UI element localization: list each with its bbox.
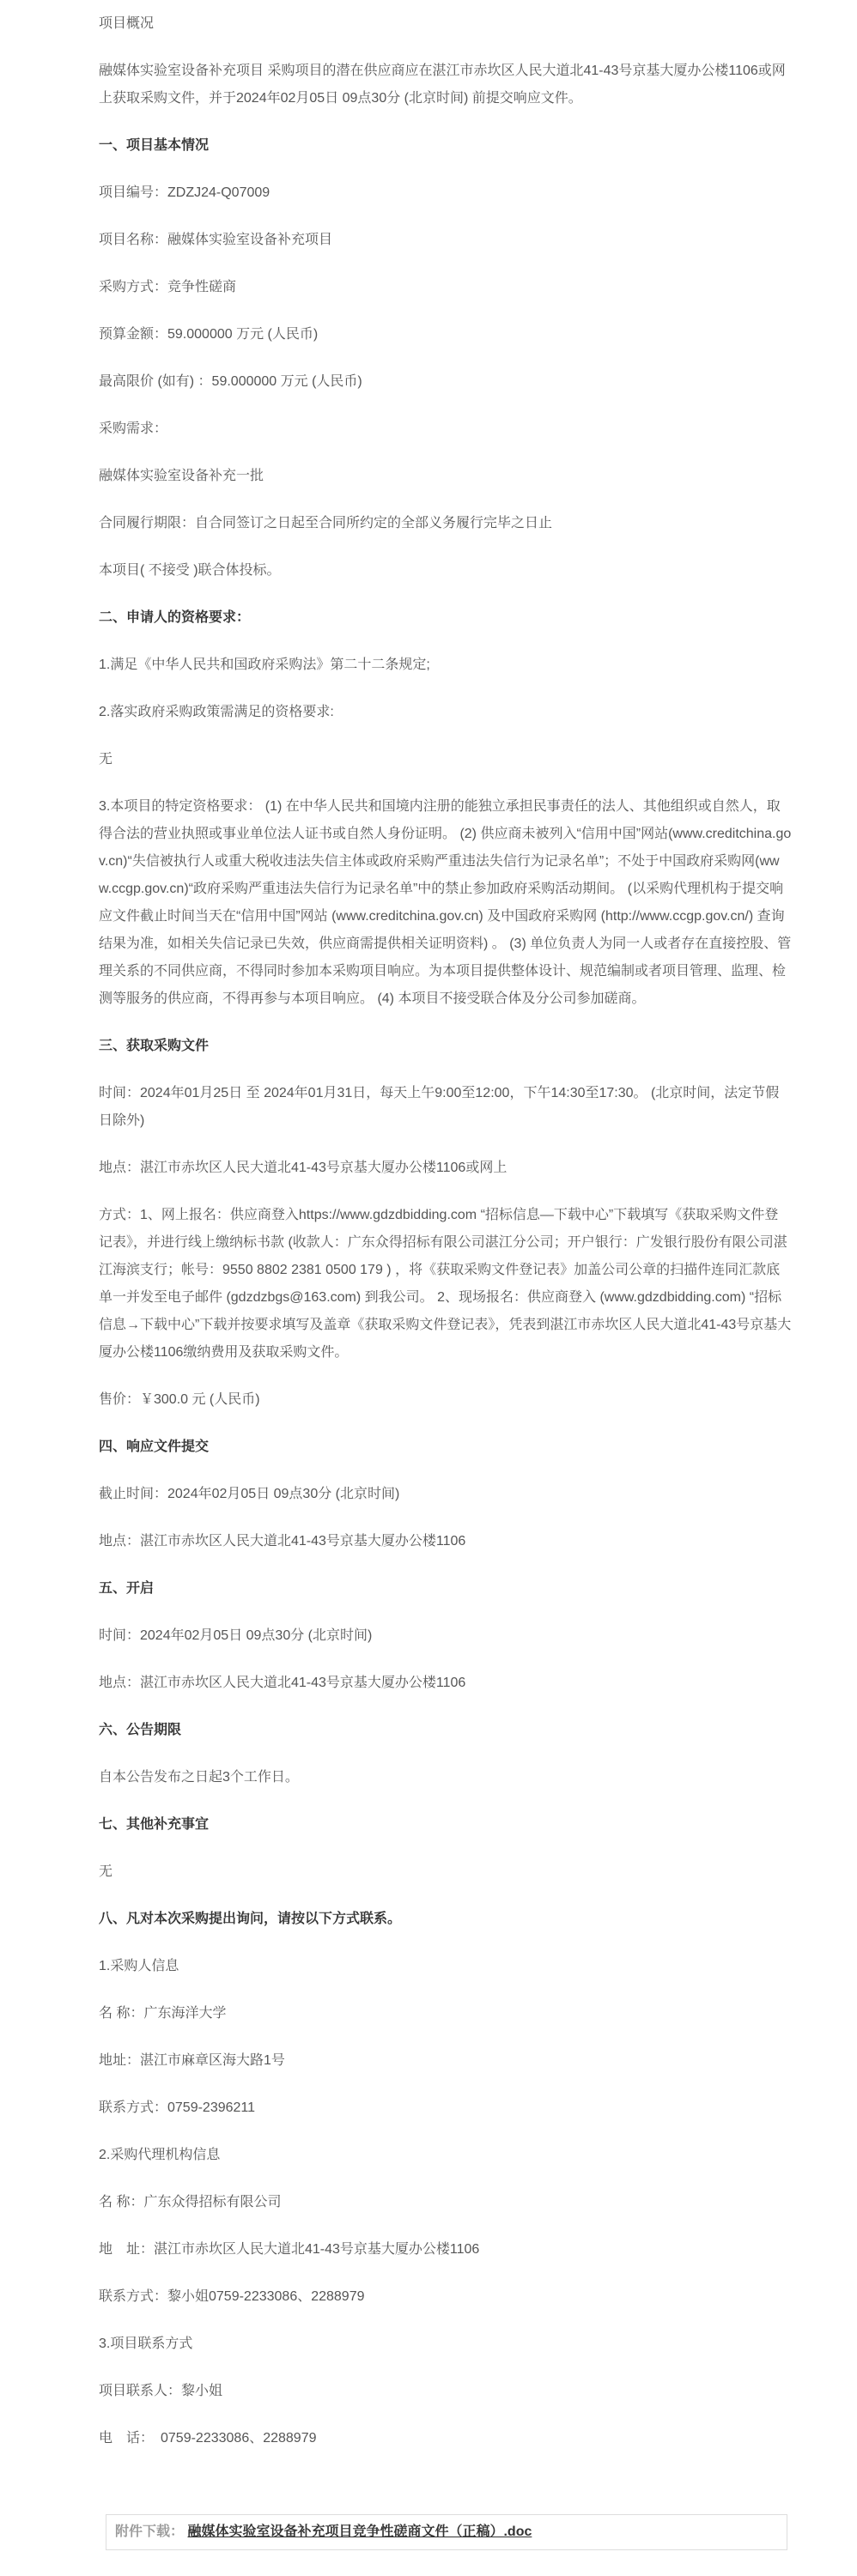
paragraph-purchaser-info-label: 1.采购人信息 xyxy=(99,1959,179,1973)
paragraph-location: 地点：湛江市赤坎区人民大道北41-43号京基大厦办公楼1106 xyxy=(99,1534,466,1549)
section-opening xyxy=(99,1575,792,1697)
section-announcement-period xyxy=(99,1717,792,1791)
paragraph-qualification-3: 3.本项目的特定资格要求： (1) 在中华人民共和国境内注册的能独立承担民事责任的法人、其他组织或自然人，取得合法的营业执照或事业单位法人证书或自然人身份证明。 (2) 供应商未被列入“信用中国”网站(www.creditchina.gov.cn)“失信被执行人或重大税收违法失信主体或政府采购严重违法失信行为记录名单”；不处于中国政府采购网(www.ccgp.gov.cn)“政府采购严重违法失信行为记录名单”中的禁止参加政府采购活动期间。 (以采购代理机构于提交响应文件截止时间当天在“信用中国”网站 (www.creditchina.gov.cn) 及中国政府采购网 (http://www.ccgp.gov.cn/) 查询结果为准，如相关失信记录已失效，供应商需提供相关证明资料) 。 (3) 单位负责人为同一人或者存在直接控股、管理关系的不同供应商，不得同时参加本采购项目响应。为本项目提供整体设计、规范编制或者项目管理、监理、检测等服务的供应商，不得再参与本项目响应。 (4) 本项目不接受联合体及分公司参加磋商。 xyxy=(99,799,792,1006)
section-heading: 五、开启 xyxy=(99,1581,155,1596)
paragraph-project-contact-label: 3.项目联系方式 xyxy=(99,2337,193,2351)
paragraph-purchaser-contact: 联系方式：0759-2396211 xyxy=(99,2100,256,2115)
section-heading: 四、响应文件提交 xyxy=(99,1440,210,1454)
paragraph-deadline: 截止时间：2024年02月05日 09点30分 (北京时间) xyxy=(99,1487,400,1501)
section-heading: 六、公告期限 xyxy=(99,1723,182,1737)
paragraph-project-contact-phone: 电 话： 0759-2233086、2288979 xyxy=(99,2431,317,2446)
section-heading: 七、其他补充事宜 xyxy=(99,1817,210,1832)
paragraph-period: 自本公告发布之日起3个工作日。 xyxy=(99,1770,299,1785)
paragraph-time: 时间：2024年02月05日 09点30分 (北京时间) xyxy=(99,1628,373,1643)
section-response-submission xyxy=(99,1433,792,1555)
overview-title: 项目概况 xyxy=(99,16,155,31)
paragraph-agency-name: 名 称：广东众得招标有限公司 xyxy=(99,2195,282,2209)
paragraph-purchaser-address: 地址：湛江市麻章区海大路1号 xyxy=(99,2053,285,2068)
paragraph-time: 时间：2024年01月25日 至 2024年01月31日，每天上午9:00至12:00，下午14:30至17:30。 (北京时间，法定节假日除外) xyxy=(99,1086,780,1128)
paragraph-max-price: 最高限价 (如有) ：59.000000 万元 (人民币) xyxy=(99,374,362,389)
attachment-download-box xyxy=(106,2514,787,2550)
section-obtain-documents xyxy=(99,1033,792,1414)
paragraph-budget: 预算金额：59.000000 万元 (人民币) xyxy=(99,327,319,342)
paragraph-agency-contact: 联系方式：黎小姐0759-2233086、2288979 xyxy=(99,2289,365,2304)
paragraph-consortium: 本项目( 不接受 )联合体投标。 xyxy=(99,563,281,578)
paragraph-none: 无 xyxy=(99,752,113,767)
paragraph-project-number: 项目编号：ZDZJ24-Q07009 xyxy=(99,185,270,200)
intro-paragraph: 融媒体实验室设备补充项目 采购项目的潜在供应商应在湛江市赤坎区人民大道北41-43号京基大厦办公楼1106或网上获取采购文件，并于2024年02月05日 09点30分 (北京时间) 前提交响应文件。 xyxy=(99,64,786,106)
section-applicant-qualification xyxy=(99,604,792,1013)
section-heading: 八、凡对本次采购提出询问，请按以下方式联系。 xyxy=(99,1912,402,1926)
paragraph-agency-info-label: 2.采购代理机构信息 xyxy=(99,2148,221,2162)
paragraph-project-name: 项目名称：融媒体实验室设备补充项目 xyxy=(99,233,333,247)
paragraph-none: 无 xyxy=(99,1864,113,1879)
section-contacts xyxy=(99,1906,792,2452)
attachment-file-link[interactable]: 融媒体实验室设备补充项目竞争性磋商文件（正稿）.doc xyxy=(187,2524,532,2539)
section-heading: 二、申请人的资格要求： xyxy=(99,610,251,625)
paragraph-requirement-label: 采购需求： xyxy=(99,421,168,436)
paragraph-procurement-method: 采购方式：竞争性磋商 xyxy=(99,280,237,294)
paragraph-location: 地点：湛江市赤坎区人民大道北41-43号京基大厦办公楼1106或网上 xyxy=(99,1161,508,1175)
paragraph-location: 地点：湛江市赤坎区人民大道北41-43号京基大厦办公楼1106 xyxy=(99,1676,466,1690)
paragraph-purchaser-name: 名 称：广东海洋大学 xyxy=(99,2006,227,2021)
paragraph-project-contact-person: 项目联系人：黎小姐 xyxy=(99,2384,223,2398)
paragraph-contract-period: 合同履行期限：自合同签订之日起至合同所约定的全部义务履行完毕之日止 xyxy=(99,516,553,530)
section-heading: 一、项目基本情况 xyxy=(99,138,210,153)
paragraph-requirement-content: 融媒体实验室设备补充一批 xyxy=(99,469,264,483)
paragraph-qualification-1: 1.满足《中华人民共和国政府采购法》第二十二条规定; xyxy=(99,658,430,672)
paragraph-qualification-2: 2.落实政府采购政策需满足的资格要求: xyxy=(99,705,334,719)
section-other-matters xyxy=(99,1811,792,1886)
section-heading: 三、获取采购文件 xyxy=(99,1039,210,1053)
section-basic-info xyxy=(99,132,792,585)
paragraph-method: 方式：1、网上报名：供应商登入https://www.gdzdbidding.com “招标信息—下载中心”下载填写《获取采购文件登记表》，并进行线上缴纳标书款 (收款人：广东众得招标有限公司湛江分公司；开户银行：广发银行股份有限公司湛江海滨支行；帐号：9550 8802 2381 0500 179 ) ，将《获取采购文件登记表》加盖公司公章的扫描件连同汇款底单一并发至电子邮件 (gdzdzbgs@163.com) 到我公司。 2、现场报名：供应商登入 (www.gdzdbidding.com) “招标信息→下载中心”下载并按要求填写及盖章《获取采购文件登记表》，凭表到湛江市赤坎区人民大道北41-43号京基大厦办公楼1106缴纳费用及获取采购文件。 xyxy=(99,1208,792,1360)
paragraph-price: 售价：￥300.0 元 (人民币) xyxy=(99,1392,260,1407)
attachment-download-label: 附件下载： xyxy=(115,2524,185,2539)
paragraph-agency-address: 地 址：湛江市赤坎区人民大道北41-43号京基大厦办公楼1106 xyxy=(99,2242,480,2257)
